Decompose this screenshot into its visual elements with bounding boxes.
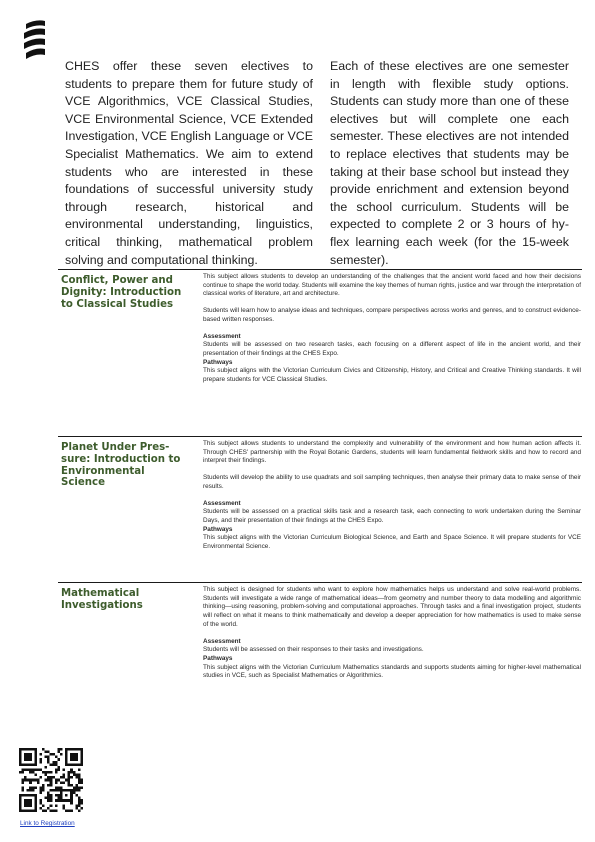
assessment-heading: Assessment <box>203 637 241 645</box>
qr-code-icon[interactable] <box>19 748 83 812</box>
assessment-text: Students will be assessed on a practical skills task and a research task, each connecting to work undertaken during the Seminar Days, and their presentation of their findings at the CHES Expo. <box>203 508 581 524</box>
elective-description <box>203 273 581 385</box>
intro-right-paragraph: Each of these electives are one semester in length with flexible study options. Students can study more than one of these electives but will complete one each semester. These electives are not intended to replace electives that students may be taking at their base school but instead they provide enrichment and extension beyond the school curriculum. Students will be expected to complete 2 or 3 hours of hy-flex learning each week (for the 15-week semester). <box>330 59 569 267</box>
pathways-heading: Pathways <box>203 358 233 366</box>
description-paragraph: This subject allows students to understand the complexity and vulnerability of the environment and how human action affects it. Through CHES' partnership with the Royal Botanic Gardens, students will learn fundamental fieldwork skills and how to record and interpret their findings. <box>203 440 581 465</box>
assessment-text: Students will be assessed on their responses to their tasks and investigations. <box>203 646 424 654</box>
assessment-heading: Assessment <box>203 332 241 340</box>
school-logo-icon <box>22 18 46 62</box>
assessment-text: Students will be assessed on two research tasks, each focusing on a different aspect of life in the ancient world, and their presentation of their findings at the CHES Expo. <box>203 341 581 357</box>
pathways-text: This subject aligns with the Victorian Curriculum Biological Science, and Earth and Space Science. It will prepare students for VCE Environmental Science. <box>203 534 581 551</box>
elective-classical-studies <box>58 269 582 430</box>
elective-mathematical-investigations <box>58 582 582 713</box>
intro-left-paragraph: CHES offer these seven electives to students to prepare them for future study of VCE Algorithmics, VCE Classical Studies, VCE Environmental Science, VCE Extended Investigation, VCE English Language or VCE Specialist Mathematics. We aim to extend students who are interested in these foundations of successful university study through research, historical and environmental understanding, linguistics, critical thinking, mathematical problem solving and computational thinking. <box>65 59 313 267</box>
description-paragraph: This subject is designed for students who want to explore how mathematics helps us understand and solve real-world problems. Students will investigate a wide range of mathematical ideas—from geometry and number theory to data modelling and algorithmic thinking—using reasoning, problem-solving and computational approaches. Through tasks and a final investigation project, students will reflect on what it means to think mathematically and develop a deeper appreciation for how mathematics is used to make sense of the world. <box>203 586 581 628</box>
elective-description <box>203 440 581 552</box>
elective-title: Mathematical Investigations <box>61 588 143 611</box>
pathways-heading: Pathways <box>203 654 233 662</box>
pathways-heading: Pathways <box>203 525 233 533</box>
elective-title: Planet Under Pres-sure: Introduction to Environmental Science <box>61 442 181 489</box>
description-paragraph: This subject allows students to develop an understanding of the challenges that the ancient world faced and how their decisions continue to shape the world today. Students will examine the key themes of human rights, justice and war through the interpretation of classical works of literature, art and architecture. <box>203 273 581 298</box>
description-paragraph: Students will develop the ability to use quadrats and soil sampling techniques, then analyse their primary data to make sense of their results. <box>203 474 581 490</box>
pathways-text: This subject aligns with the Victorian Curriculum Mathematics standards and supports students aiming for higher-level mathematical studies in VCE, such as Specialist Mathematics or Algorithmics. <box>203 663 581 680</box>
assessment-heading: Assessment <box>203 499 241 507</box>
elective-description <box>203 586 581 681</box>
description-paragraph: Students will learn how to analyse ideas and techniques, compare perspectives across works and genres, and to construct evidence-based written responses. <box>203 307 581 323</box>
elective-title: Conflict, Power and Dignity: Introduction to Classical Studies <box>61 275 182 310</box>
registration-link[interactable]: Link to Registration <box>20 820 75 827</box>
pathways-text: This subject aligns with the Victorian Curriculum Civics and Citizenship, History, and Critical and Creative Thinking standards. It will prepare students for VCE Classical Studies. <box>203 367 581 384</box>
elective-environmental-science <box>58 436 582 577</box>
